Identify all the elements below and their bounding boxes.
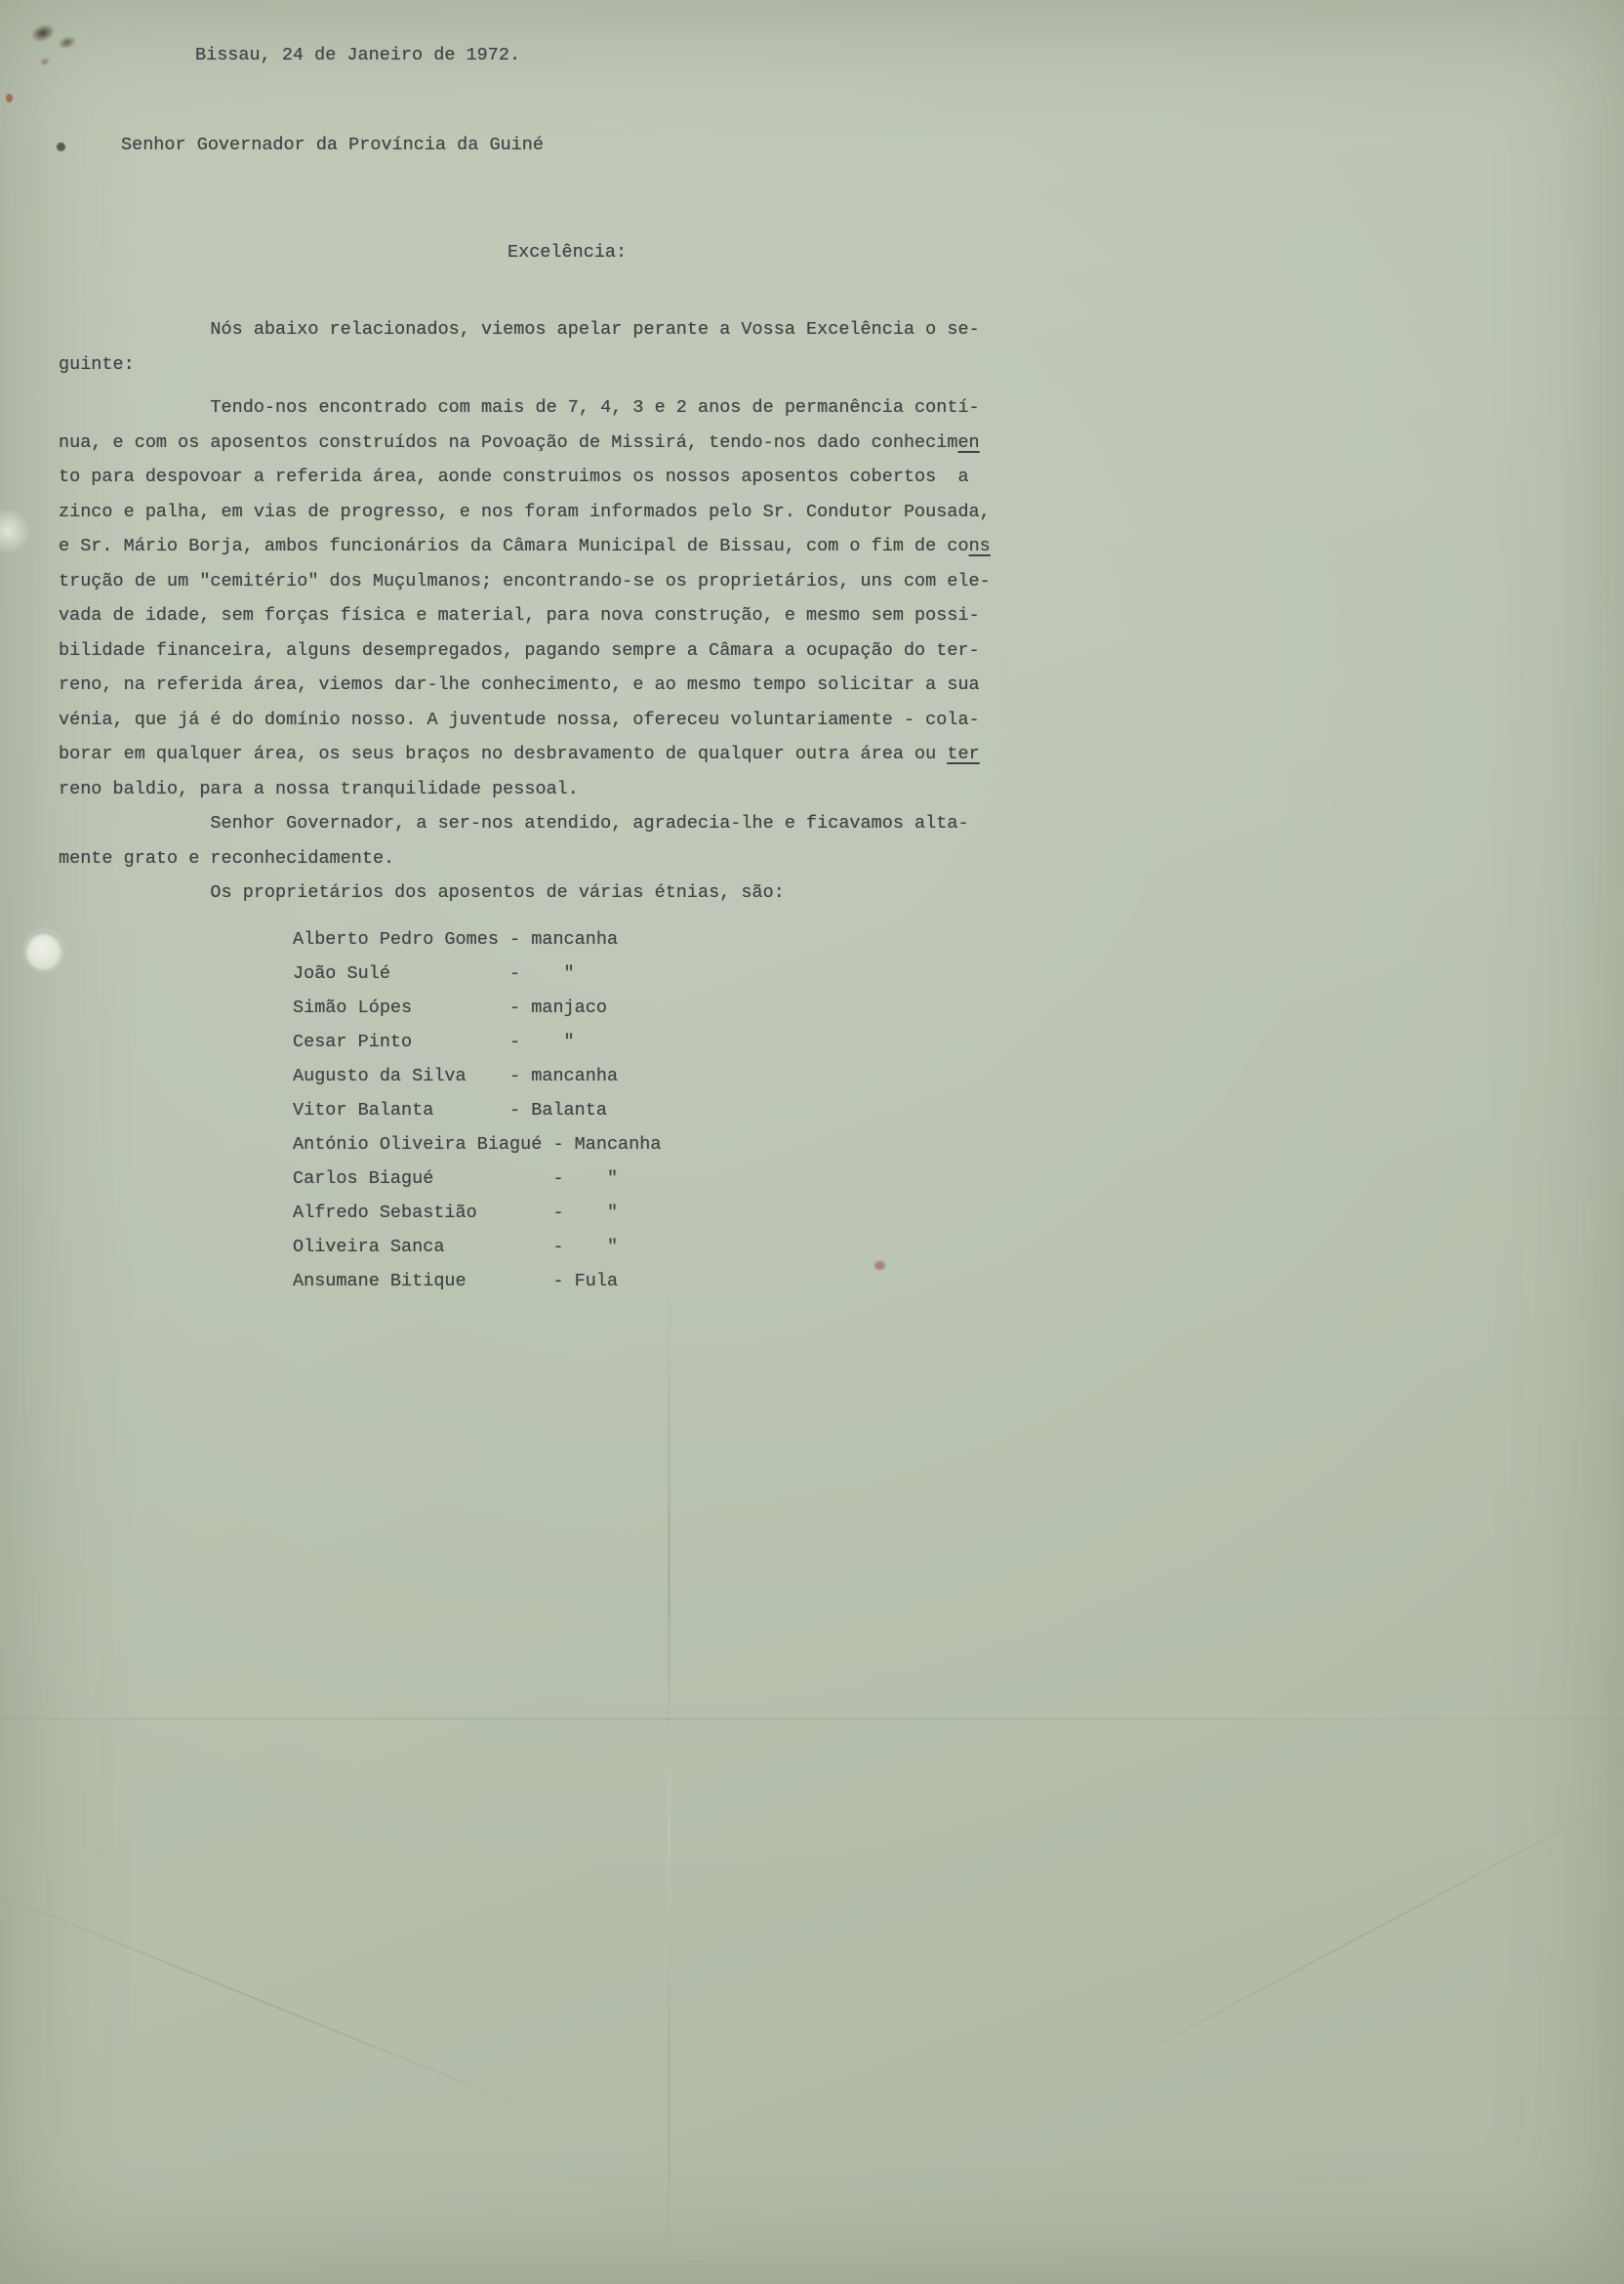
body-line: Nós abaixo relacionados, viemos apelar perante a Vossa Excelência o se- xyxy=(59,319,980,340)
body-line: Tendo-nos encontrado com mais de 7, 4, 3 e 2 anos de permanência contí- xyxy=(59,397,980,418)
body-line: nua, e com os aposentos construídos na Povoação de Missirá, tendo-nos dado conhecimen xyxy=(59,431,980,453)
continuation-underline: ter xyxy=(947,744,980,764)
punch-hole xyxy=(25,931,62,970)
letter-body xyxy=(59,312,991,911)
signatory-line: Carlos Biagué - " xyxy=(293,1167,619,1189)
signatory-line: Vitor Balanta - Balanta xyxy=(293,1099,607,1121)
body-line: Senhor Governador, a ser-nos atendido, agradecia-lhe e ficavamos alta- xyxy=(59,813,969,834)
signatory-line: Augusto da Silva - mancanha xyxy=(293,1065,619,1086)
body-line: vénia, que já é do domínio nosso. A juventude nossa, ofereceu voluntariamente - cola- xyxy=(59,709,980,730)
body-line: zinco e palha, em vias de progresso, e nos foram informados pelo Sr. Condutor Pousada, xyxy=(59,501,991,522)
continuation-underline: en xyxy=(957,431,980,453)
body-line: Os proprietários dos aposentos de várias étnias, são: xyxy=(59,882,785,903)
continuation-underline: ns xyxy=(968,536,991,556)
body-line: to para despovoar a referida área, aonde construimos os nossos aposentos cobertos a xyxy=(59,467,969,487)
letter-content xyxy=(59,312,991,1298)
signatory-line: João Sulé - " xyxy=(293,962,575,984)
signatory-line: Cesar Pinto - " xyxy=(293,1031,575,1052)
body-line: borar em qualquer área, os seus braços no desbravamento de qualquer outra área ou ter xyxy=(59,744,980,764)
salutation: Excelência: xyxy=(508,242,628,263)
body-line: e Sr. Mário Borja, ambos funcionários da Câmara Municipal de Bissau, com o fim de cons xyxy=(59,536,991,556)
paper-crease xyxy=(0,1873,581,2131)
paper-crease xyxy=(668,1279,670,2284)
body-line: bilidade financeira, alguns desempregados, pagando sempre a Câmara a ocupação do ter- xyxy=(59,639,980,661)
body-line: reno, na referida área, viemos dar-lhe conhecimento, e ao mesmo tempo solicitar a sua xyxy=(59,674,980,695)
ink-stain xyxy=(10,0,106,88)
paper-crease xyxy=(1064,1773,1624,2095)
addressee-line: Senhor Governador da Província da Guiné xyxy=(121,135,544,155)
paper-speck xyxy=(6,94,13,102)
signatory-line: Alberto Pedro Gomes - mancanha xyxy=(293,928,619,950)
body-line: reno baldio, para a nossa tranquilidade pessoal. xyxy=(59,778,579,799)
signatory-line: António Oliveira Biagué - Mancanha xyxy=(293,1133,662,1155)
date-line: Bissau, 24 de Janeiro de 1972. xyxy=(195,45,521,65)
signatory-line: Ansumane Bitique - Fula xyxy=(293,1270,619,1291)
body-line: trução de um "cemitério" dos Muçulmanos; encontrando-se os proprietários, uns com ele- xyxy=(59,570,991,591)
signatory-line: Alfredo Sebastião - " xyxy=(293,1202,619,1223)
body-line: guinte: xyxy=(59,353,135,375)
paper-crease xyxy=(0,1718,1624,1720)
faded-punch-hole xyxy=(0,510,29,552)
signatory-line: Oliveira Sanca - " xyxy=(293,1236,619,1257)
signatories-list xyxy=(59,922,991,1298)
body-line: vada de idade, sem forças física e material, para nova construção, e mesmo sem possi- xyxy=(59,605,980,626)
paper-speck xyxy=(57,143,65,151)
body-line: mente grato e reconhecidamente. xyxy=(59,847,395,869)
signatory-line: Simão Lópes - manjaco xyxy=(293,997,607,1018)
